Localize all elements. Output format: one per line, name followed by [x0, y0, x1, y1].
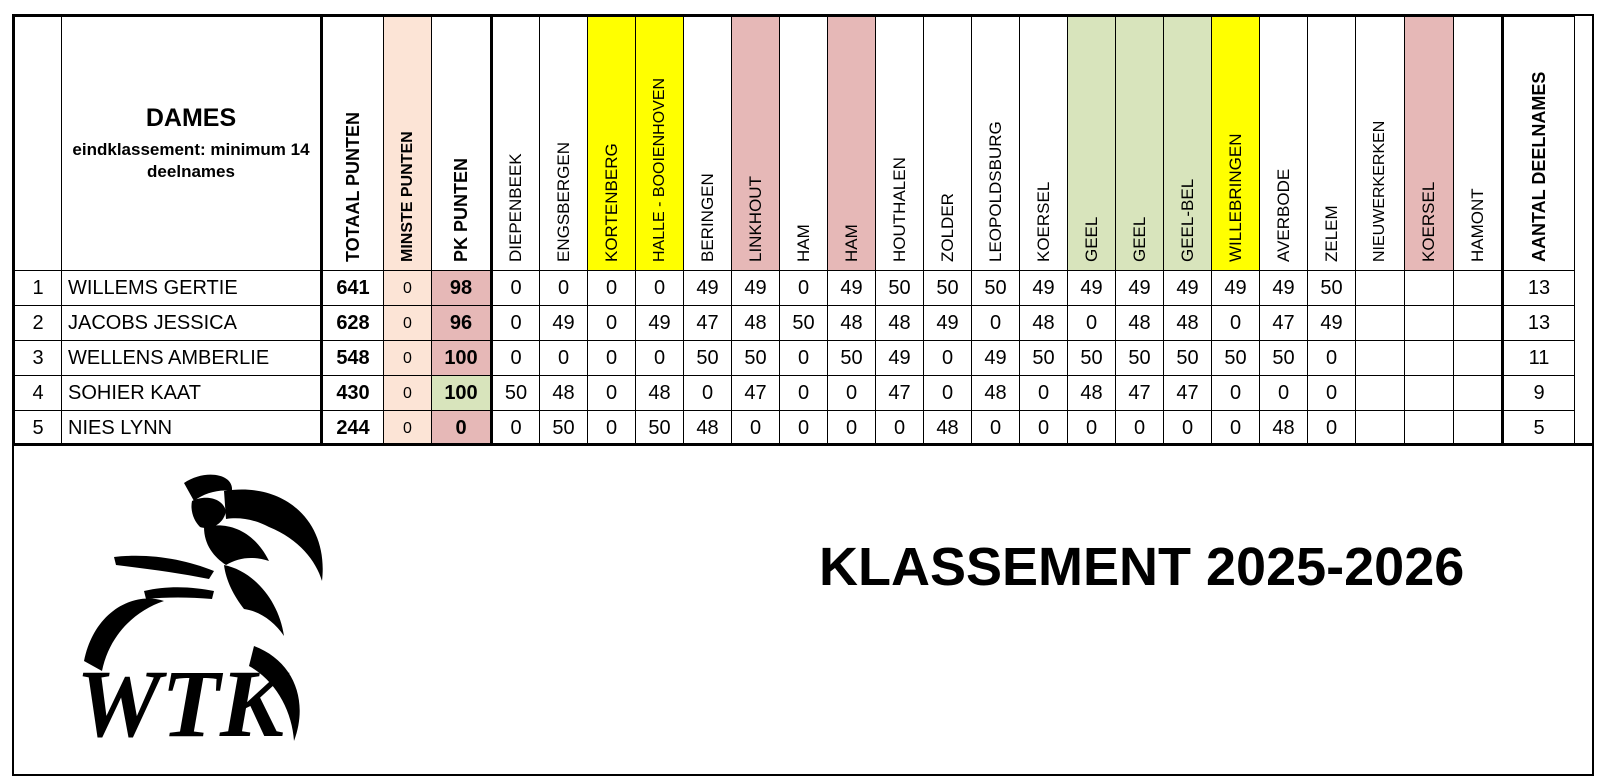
race-score-cell: 48 [732, 306, 780, 341]
race-name: KOERSEL [1033, 181, 1053, 262]
race-header-5 [684, 17, 732, 271]
race-score-cell: 48 [1068, 376, 1116, 411]
race-header-9 [876, 17, 924, 271]
race-score-cell: 48 [972, 376, 1020, 411]
rank-cell: 3 [15, 341, 62, 376]
race-score-cell: 0 [780, 271, 828, 306]
pk-points-cell: 0 [432, 411, 492, 446]
race-score-cell: 0 [588, 376, 636, 411]
race-score-cell: 0 [1164, 411, 1212, 446]
race-score-cell [1356, 376, 1405, 411]
race-score-cell: 0 [924, 341, 972, 376]
race-score-cell: 48 [1164, 306, 1212, 341]
race-header-4 [636, 17, 684, 271]
race-name: BERINGEN [697, 173, 717, 262]
race-name: ZELEM [1321, 205, 1341, 262]
race-name: ZOLDER [937, 193, 957, 262]
category-title: DAMES [145, 104, 237, 132]
race-score-cell: 0 [828, 411, 876, 446]
race-score-cell: 0 [1212, 411, 1260, 446]
race-score-cell: 48 [876, 306, 924, 341]
race-score-cell: 0 [588, 271, 636, 306]
table-row [15, 411, 1575, 446]
race-score-cell [1356, 411, 1405, 446]
race-score-cell: 47 [1164, 376, 1212, 411]
race-score-cell: 0 [828, 376, 876, 411]
race-score-cell: 49 [876, 341, 924, 376]
race-score-cell: 0 [780, 411, 828, 446]
race-score-cell: 0 [588, 306, 636, 341]
race-score-cell [1454, 411, 1503, 446]
race-score-cell: 0 [1308, 376, 1356, 411]
race-header-6 [732, 17, 780, 271]
race-name: HALLE - BOOIENHOVEN [650, 77, 668, 262]
race-score-cell: 0 [588, 341, 636, 376]
race-score-cell: 49 [828, 271, 876, 306]
race-header-12 [1020, 17, 1068, 271]
race-score-cell: 0 [1068, 306, 1116, 341]
race-header-20 [1405, 17, 1454, 271]
race-header-14 [1116, 17, 1164, 271]
race-score-cell: 49 [684, 271, 732, 306]
race-name: GEEL [1081, 216, 1101, 262]
min-points-cell: 0 [384, 341, 432, 376]
race-score-cell: 0 [540, 271, 588, 306]
pk-points-label: PK PUNTEN [451, 157, 471, 262]
race-score-cell: 50 [1260, 341, 1308, 376]
race-score-cell: 49 [1020, 271, 1068, 306]
race-score-cell: 49 [1068, 271, 1116, 306]
rank-header-cell [15, 17, 62, 271]
category-subtitle: eindklassement: minimum 14 deelnames [72, 140, 310, 181]
race-score-cell: 48 [1260, 411, 1308, 446]
section-divider [14, 443, 1592, 446]
race-score-cell: 49 [1260, 271, 1308, 306]
race-header-19 [1356, 17, 1405, 271]
total-points-cell: 548 [322, 341, 384, 376]
race-score-cell: 0 [636, 271, 684, 306]
min-points-header [384, 17, 432, 271]
race-score-cell: 49 [1212, 271, 1260, 306]
race-header-15 [1164, 17, 1212, 271]
race-score-cell: 47 [684, 306, 732, 341]
race-header-10 [924, 17, 972, 271]
race-score-cell: 0 [492, 341, 540, 376]
race-score-cell [1405, 271, 1454, 306]
rider-name-cell: SOHIER KAAT [62, 376, 322, 411]
rider-name-cell: JACOBS JESSICA [62, 306, 322, 341]
race-score-cell [1405, 376, 1454, 411]
race-score-cell [1454, 376, 1503, 411]
participations-cell: 11 [1503, 341, 1575, 376]
ranking-sheet [12, 14, 1594, 776]
race-score-cell: 50 [636, 411, 684, 446]
race-score-cell: 48 [684, 411, 732, 446]
race-score-cell: 0 [876, 411, 924, 446]
race-score-cell: 49 [924, 306, 972, 341]
race-score-cell: 49 [732, 271, 780, 306]
race-name: WILLEBRINGEN [1225, 133, 1245, 262]
race-name: HAM [841, 224, 861, 262]
rank-cell: 2 [15, 306, 62, 341]
race-score-cell: 0 [1308, 411, 1356, 446]
race-score-cell: 48 [636, 376, 684, 411]
race-score-cell: 0 [684, 376, 732, 411]
race-score-cell: 50 [780, 306, 828, 341]
pk-points-cell: 98 [432, 271, 492, 306]
ranking-table [14, 16, 1575, 446]
race-header-8 [828, 17, 876, 271]
race-score-cell: 0 [492, 271, 540, 306]
race-header-16 [1212, 17, 1260, 271]
total-points-cell: 430 [322, 376, 384, 411]
table-row [15, 306, 1575, 341]
race-score-cell: 0 [780, 376, 828, 411]
race-name: GEEL [1129, 216, 1149, 262]
race-header-3 [588, 17, 636, 271]
race-score-cell: 49 [1164, 271, 1212, 306]
pk-points-header [432, 17, 492, 271]
race-score-cell: 47 [1116, 376, 1164, 411]
race-score-cell: 0 [1020, 376, 1068, 411]
race-name: HAM [793, 224, 813, 262]
participations-cell: 13 [1503, 271, 1575, 306]
race-header-21 [1454, 17, 1503, 271]
race-score-cell: 0 [1068, 411, 1116, 446]
race-score-cell: 50 [1212, 341, 1260, 376]
min-points-cell: 0 [384, 306, 432, 341]
race-header-13 [1068, 17, 1116, 271]
race-header-17 [1260, 17, 1308, 271]
race-score-cell [1405, 341, 1454, 376]
race-score-cell [1454, 306, 1503, 341]
race-score-cell: 48 [1116, 306, 1164, 341]
min-points-label: MINSTE PUNTEN [398, 131, 416, 262]
race-name: LEOPOLDSBURG [985, 121, 1005, 262]
race-name: NIEUWERKERKEN [1371, 120, 1388, 262]
race-score-cell: 48 [828, 306, 876, 341]
min-points-cell: 0 [384, 271, 432, 306]
race-name: GEEL-BEL [1177, 178, 1197, 262]
race-name: AVERBODE [1273, 168, 1293, 262]
total-points-cell: 628 [322, 306, 384, 341]
race-header-7 [780, 17, 828, 271]
race-score-cell: 50 [828, 341, 876, 376]
race-score-cell: 49 [1308, 306, 1356, 341]
total-points-header [322, 17, 384, 271]
race-score-cell: 49 [1116, 271, 1164, 306]
race-score-cell: 49 [972, 341, 1020, 376]
participations-cell: 9 [1503, 376, 1575, 411]
race-score-cell [1405, 411, 1454, 446]
category-header-cell [62, 17, 322, 271]
race-score-cell: 0 [588, 411, 636, 446]
race-header-18 [1308, 17, 1356, 271]
rider-name-cell: WILLEMS GERTIE [62, 271, 322, 306]
race-score-cell: 48 [1020, 306, 1068, 341]
race-name: KORTENBERG [601, 143, 621, 262]
rank-cell: 1 [15, 271, 62, 306]
race-score-cell: 0 [1020, 411, 1068, 446]
total-points-cell: 641 [322, 271, 384, 306]
race-score-cell: 50 [1308, 271, 1356, 306]
rank-cell: 4 [15, 376, 62, 411]
race-score-cell: 0 [1116, 411, 1164, 446]
race-score-cell: 50 [924, 271, 972, 306]
race-score-cell: 47 [732, 376, 780, 411]
race-name: KOERSEL [1419, 181, 1438, 262]
participations-cell: 5 [1503, 411, 1575, 446]
race-score-cell: 0 [492, 411, 540, 446]
race-name: ENGSBERGEN [553, 142, 573, 262]
race-header-2 [540, 17, 588, 271]
race-score-cell [1356, 341, 1405, 376]
race-header-1 [492, 17, 540, 271]
race-score-cell: 50 [972, 271, 1020, 306]
race-score-cell [1454, 271, 1503, 306]
race-score-cell: 0 [636, 341, 684, 376]
race-score-cell: 50 [876, 271, 924, 306]
rider-name-cell: NIES LYNN [62, 411, 322, 446]
race-score-cell: 0 [492, 306, 540, 341]
table-row [15, 376, 1575, 411]
total-points-label: TOTAAL PUNTEN [343, 111, 363, 262]
min-points-cell: 0 [384, 411, 432, 446]
race-score-cell: 48 [924, 411, 972, 446]
race-score-cell: 50 [1020, 341, 1068, 376]
participations-cell: 13 [1503, 306, 1575, 341]
race-score-cell: 50 [1116, 341, 1164, 376]
race-score-cell: 47 [876, 376, 924, 411]
race-header-11 [972, 17, 1020, 271]
race-score-cell: 0 [1212, 306, 1260, 341]
table-row [15, 341, 1575, 376]
race-score-cell: 0 [780, 341, 828, 376]
participations-header [1503, 17, 1575, 271]
logo-text: WTK [76, 650, 285, 751]
race-score-cell: 0 [1212, 376, 1260, 411]
participations-label: AANTAL DEELNAMES [1529, 71, 1549, 262]
race-name: DIEPENBEEK [506, 153, 525, 262]
race-score-cell: 50 [732, 341, 780, 376]
race-score-cell: 0 [1308, 341, 1356, 376]
race-name: HAMONT [1467, 188, 1487, 262]
race-score-cell: 0 [924, 376, 972, 411]
race-score-cell: 50 [492, 376, 540, 411]
pk-points-cell: 96 [432, 306, 492, 341]
race-score-cell [1454, 341, 1503, 376]
pk-points-cell: 100 [432, 341, 492, 376]
rank-cell: 5 [15, 411, 62, 446]
race-score-cell: 0 [972, 411, 1020, 446]
pk-points-cell: 100 [432, 376, 492, 411]
race-name: HOUTHALEN [889, 157, 909, 262]
cyclist-logo-icon [54, 461, 324, 751]
race-score-cell: 47 [1260, 306, 1308, 341]
race-score-cell: 50 [1068, 341, 1116, 376]
race-score-cell [1356, 306, 1405, 341]
rider-name-cell: WELLENS AMBERLIE [62, 341, 322, 376]
race-score-cell: 48 [540, 376, 588, 411]
table-row [15, 271, 1575, 306]
total-points-cell: 244 [322, 411, 384, 446]
race-name: LINKHOUT [745, 176, 765, 262]
min-points-cell: 0 [384, 376, 432, 411]
race-score-cell: 49 [636, 306, 684, 341]
race-score-cell: 50 [1164, 341, 1212, 376]
race-score-cell: 49 [540, 306, 588, 341]
race-score-cell [1356, 271, 1405, 306]
race-score-cell: 0 [972, 306, 1020, 341]
race-score-cell: 50 [540, 411, 588, 446]
race-score-cell: 0 [1260, 376, 1308, 411]
race-score-cell: 50 [684, 341, 732, 376]
page-title: KLASSEMENT 2025-2026 [819, 537, 1465, 597]
race-score-cell: 0 [540, 341, 588, 376]
header-row [15, 17, 1575, 271]
race-score-cell: 0 [732, 411, 780, 446]
race-score-cell [1405, 306, 1454, 341]
